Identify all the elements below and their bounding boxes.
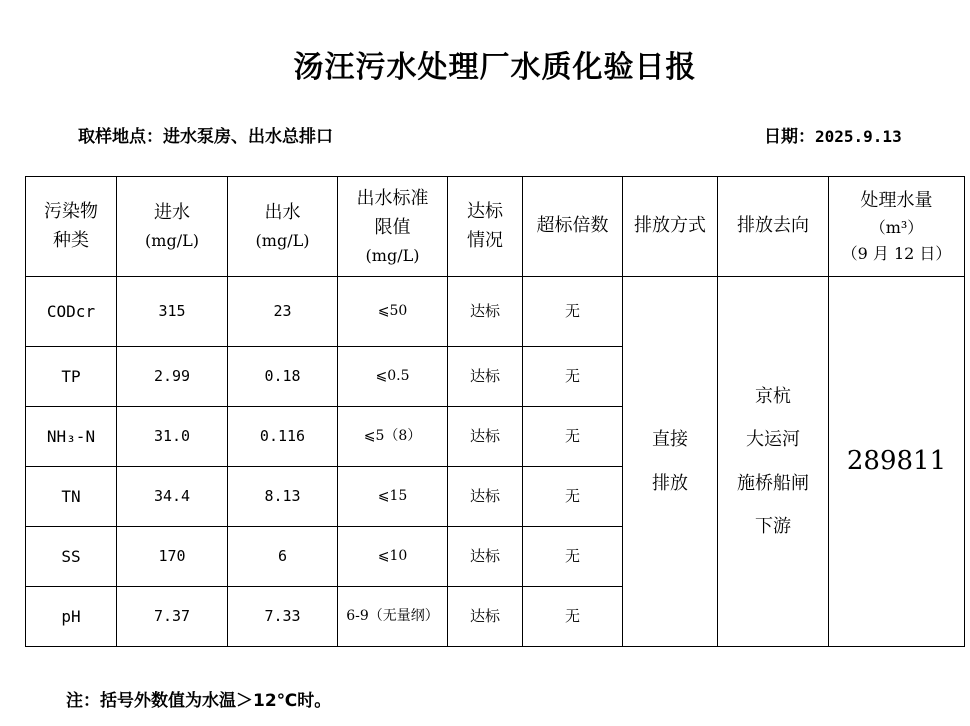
table-header-row — [26, 177, 965, 277]
row-exceed: 无 — [523, 407, 623, 467]
table-row — [26, 277, 965, 347]
header-volume-line1: 处理水量 — [860, 189, 933, 211]
row-param: SS — [26, 527, 117, 587]
row-inflow: 7.37 — [117, 587, 228, 647]
header-inflow-unit: (mg/L) — [145, 231, 199, 251]
header-pollutant-line2: 种类 — [53, 229, 89, 251]
row-limit: ⩽5（8） — [338, 407, 448, 467]
header-limit-line1: 出水标准 — [356, 187, 429, 209]
row-param: TN — [26, 467, 117, 527]
discharge-destination — [718, 277, 829, 647]
header-outflow-unit: (mg/L) — [255, 231, 310, 251]
discharge-destination-line4: 下游 — [755, 515, 791, 537]
row-inflow: 170 — [117, 527, 228, 587]
sampling-location — [78, 122, 333, 147]
discharge-method — [623, 277, 718, 647]
row-status: 达标 — [448, 407, 523, 467]
row-param: TP — [26, 347, 117, 407]
row-status: 达标 — [448, 587, 523, 647]
row-outflow: 0.18 — [228, 347, 338, 407]
row-param: pH — [26, 587, 117, 647]
header-limit-line2: 限值 — [374, 216, 411, 238]
row-exceed: 无 — [523, 467, 623, 527]
header-status-line2: 情况 — [467, 229, 503, 251]
row-outflow: 6 — [228, 527, 338, 587]
treated-volume: 289811 — [829, 277, 965, 647]
header-status — [448, 177, 523, 277]
row-exceed: 无 — [523, 587, 623, 647]
row-limit: ⩽50 — [338, 277, 448, 347]
row-outflow: 8.13 — [228, 467, 338, 527]
discharge-destination-line2: 大运河 — [746, 429, 800, 451]
row-limit: ⩽15 — [338, 467, 448, 527]
row-exceed: 无 — [523, 277, 623, 347]
row-param: NH₃-N — [26, 407, 117, 467]
header-volume — [829, 177, 965, 277]
report-date-label: 日期： — [764, 127, 815, 147]
sampling-location-value: 进水泵房、出水总排口 — [163, 127, 333, 147]
row-status: 达标 — [448, 527, 523, 587]
footnote: 注：括号外数值为水温＞12℃时。 — [66, 691, 332, 711]
row-exceed: 无 — [523, 347, 623, 407]
row-inflow: 2.99 — [117, 347, 228, 407]
header-volume-line2: （m³） — [869, 218, 924, 238]
header-pollutant-line1: 污染物 — [44, 200, 98, 222]
header-method: 排放方式 — [623, 177, 718, 277]
row-exceed: 无 — [523, 527, 623, 587]
row-outflow: 23 — [228, 277, 338, 347]
row-status: 达标 — [448, 467, 523, 527]
discharge-method-line2: 排放 — [652, 472, 688, 494]
header-inflow-label: 进水 — [154, 202, 190, 224]
row-param: CODcr — [26, 277, 117, 347]
header-volume-line3: （9 月 12 日） — [841, 243, 952, 263]
row-status: 达标 — [448, 277, 523, 347]
header-outflow-label: 出水 — [264, 202, 301, 224]
row-limit: 6-9（无量纲） — [338, 587, 448, 647]
row-limit: ⩽0.5 — [338, 347, 448, 407]
water-quality-table — [25, 176, 965, 647]
row-limit: ⩽10 — [338, 527, 448, 587]
report-date-value: 2025.9.13 — [815, 127, 902, 146]
header-exceed: 超标倍数 — [523, 177, 623, 277]
row-outflow: 0.116 — [228, 407, 338, 467]
row-outflow: 7.33 — [228, 587, 338, 647]
header-status-line1: 达标 — [467, 200, 503, 222]
row-inflow: 315 — [117, 277, 228, 347]
discharge-method-line1: 直接 — [652, 429, 688, 451]
row-status: 达标 — [448, 347, 523, 407]
header-limit — [338, 177, 448, 277]
header-inflow — [117, 177, 228, 277]
discharge-destination-line1: 京杭 — [755, 386, 791, 408]
report-title: 汤汪污水处理厂水质化验日报 — [293, 50, 697, 85]
row-inflow: 34.4 — [117, 467, 228, 527]
row-inflow: 31.0 — [117, 407, 228, 467]
sampling-location-label: 取样地点： — [78, 127, 163, 147]
discharge-destination-line3: 施桥船闸 — [737, 472, 809, 494]
header-destination: 排放去向 — [718, 177, 829, 277]
header-pollutant — [26, 177, 117, 277]
header-limit-unit: (mg/L) — [365, 245, 420, 265]
report-date — [764, 122, 902, 147]
header-outflow — [228, 177, 338, 277]
